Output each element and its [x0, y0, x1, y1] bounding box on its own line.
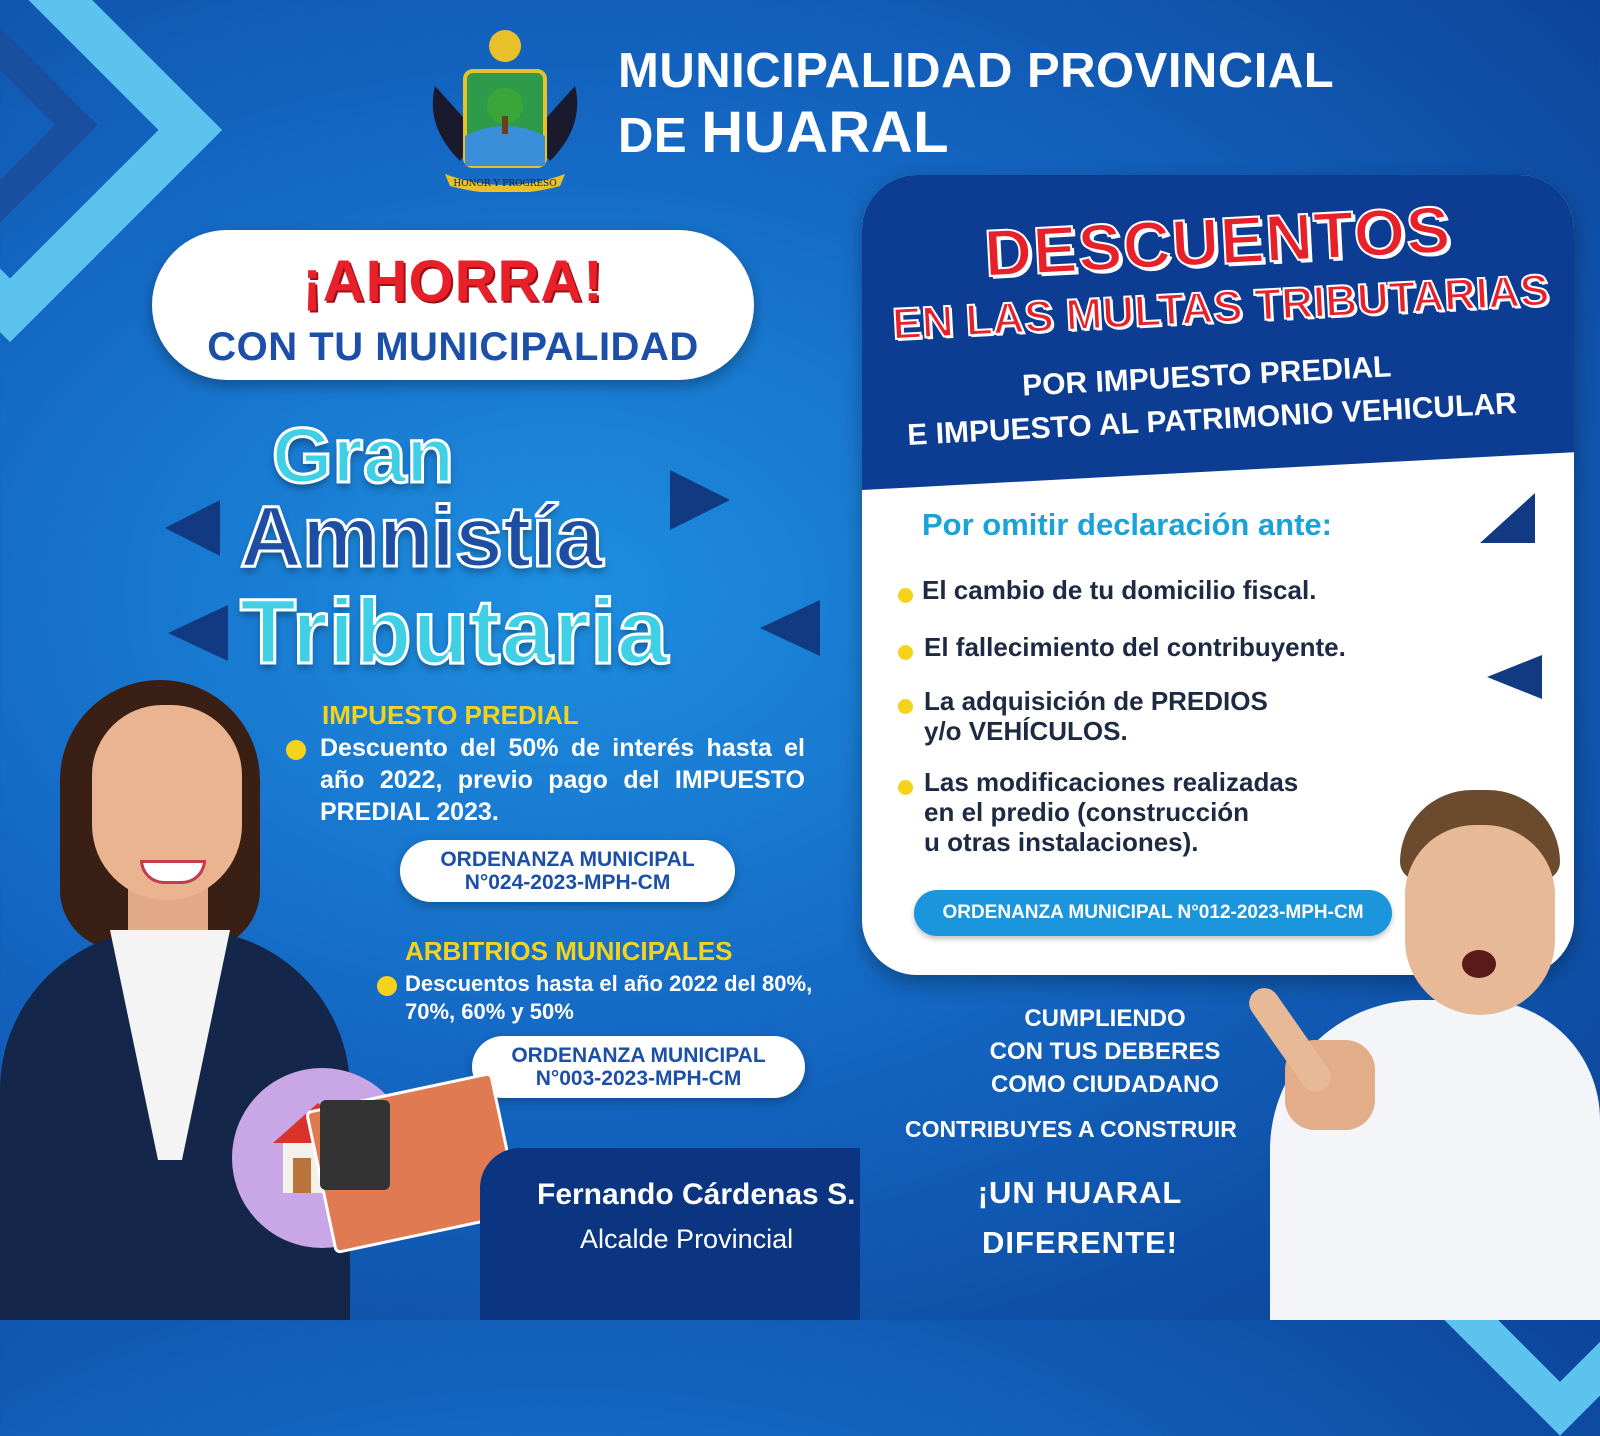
descuentos-title: DESCUENTOS [982, 191, 1453, 291]
decor-triangle [760, 600, 820, 656]
ordenanza-arbitrios-badge [472, 1036, 805, 1098]
headline-tributaria: Tributaria [240, 581, 670, 683]
title-line2-name: HUARAL [701, 100, 950, 165]
bullet-dot [898, 699, 913, 714]
slogan-huaral [950, 1168, 1210, 1268]
list-item: en el predio (construcción [924, 797, 1250, 827]
ordenanza-label: ORDENANZA MUNICIPAL [440, 848, 695, 871]
arbitrios-description: Descuentos hasta el año 2022 del 80%, 70%, 60% y 50% [405, 971, 813, 1024]
mayor-role: Alcalde Provincial [580, 1224, 794, 1254]
list-item: u otras instalaciones). [924, 827, 1199, 857]
calculator-icon [320, 1100, 390, 1190]
list-item: La adquisición de PREDIOS [924, 686, 1268, 716]
slogan-contribuyes: CONTRIBUYES A CONSTRUIR [905, 1116, 1237, 1142]
man-surprised-mouth [1462, 950, 1496, 978]
decor-triangle [1480, 493, 1535, 543]
title-line2 [618, 102, 1334, 167]
headline-gran: Gran [272, 411, 455, 499]
arbitrios-title: ARBITRIOS MUNICIPALES [405, 936, 733, 966]
slogan-line: COMO CIUDADANO [991, 1071, 1219, 1098]
ahorra-banner [152, 230, 754, 380]
list-item: El fallecimiento del contribuyente. [924, 632, 1346, 662]
decor-triangle [168, 605, 228, 661]
slogan-line: CON TUS DEBERES [989, 1038, 1221, 1065]
title-line1: MUNICIPALIDAD PROVINCIAL [618, 44, 1335, 98]
slogan-line: DIFERENTE! [982, 1225, 1178, 1260]
ahorra-subtitle: CON TU MUNICIPALIDAD [207, 325, 699, 369]
logo-motto: HONOR Y PROGRESO [453, 179, 557, 189]
list-item: Las modificaciones realizadas [924, 767, 1299, 797]
list-item: y/o VEHÍCULOS. [924, 716, 1128, 746]
slogan-line: CUMPLIENDO [1024, 1005, 1186, 1032]
slogan-block [955, 1002, 1255, 1101]
bullet-dot [898, 588, 913, 603]
ordenanza-number: N°024-2023-MPH-CM [464, 871, 671, 894]
bullet-dot [286, 740, 306, 760]
municipality-title [618, 40, 1334, 167]
man-face [1405, 825, 1555, 1015]
ordenanza-label: ORDENANZA MUNICIPAL [511, 1044, 766, 1067]
bullet-dot [898, 645, 913, 660]
list-item: El cambio de tu domicilio fiscal. [922, 575, 1317, 605]
decor-triangle [670, 470, 730, 530]
ordenanza-multas-badge: ORDENANZA MUNICIPAL N°012-2023-MPH-CM [914, 890, 1392, 936]
ordenanza-number: N°003-2023-MPH-CM [535, 1067, 742, 1090]
ordenanza-predial-badge [400, 840, 735, 902]
mayor-name: Fernando Cárdenas S. [537, 1178, 856, 1211]
ahorra-title: ¡AHORRA! [302, 249, 604, 314]
descuentos-subtitle: EN LAS MULTAS TRIBUTARIAS [891, 265, 1551, 350]
headline-amnistia: Amnistía [240, 489, 604, 585]
predial-title: IMPUESTO PREDIAL [322, 700, 579, 730]
municipal-crest-logo [425, 26, 585, 192]
bullet-dot [377, 976, 397, 996]
decor-triangle [165, 500, 220, 556]
title-line2-prefix: DE [618, 109, 688, 163]
omitir-heading: Por omitir declaración ante: [922, 507, 1332, 542]
decor-triangle [1487, 655, 1542, 699]
descuentos-line3: POR IMPUESTO PREDIAL [1021, 350, 1393, 403]
predial-description: Descuento del 50% de interés hasta el año 2022, previo pago del IMPUESTO PREDIAL 2023. [320, 734, 805, 826]
descuentos-line4: E IMPUESTO AL PATRIMONIO VEHICULAR [906, 387, 1518, 452]
bullet-dot [898, 780, 913, 795]
slogan-line: ¡UN HUARAL [977, 1175, 1183, 1210]
